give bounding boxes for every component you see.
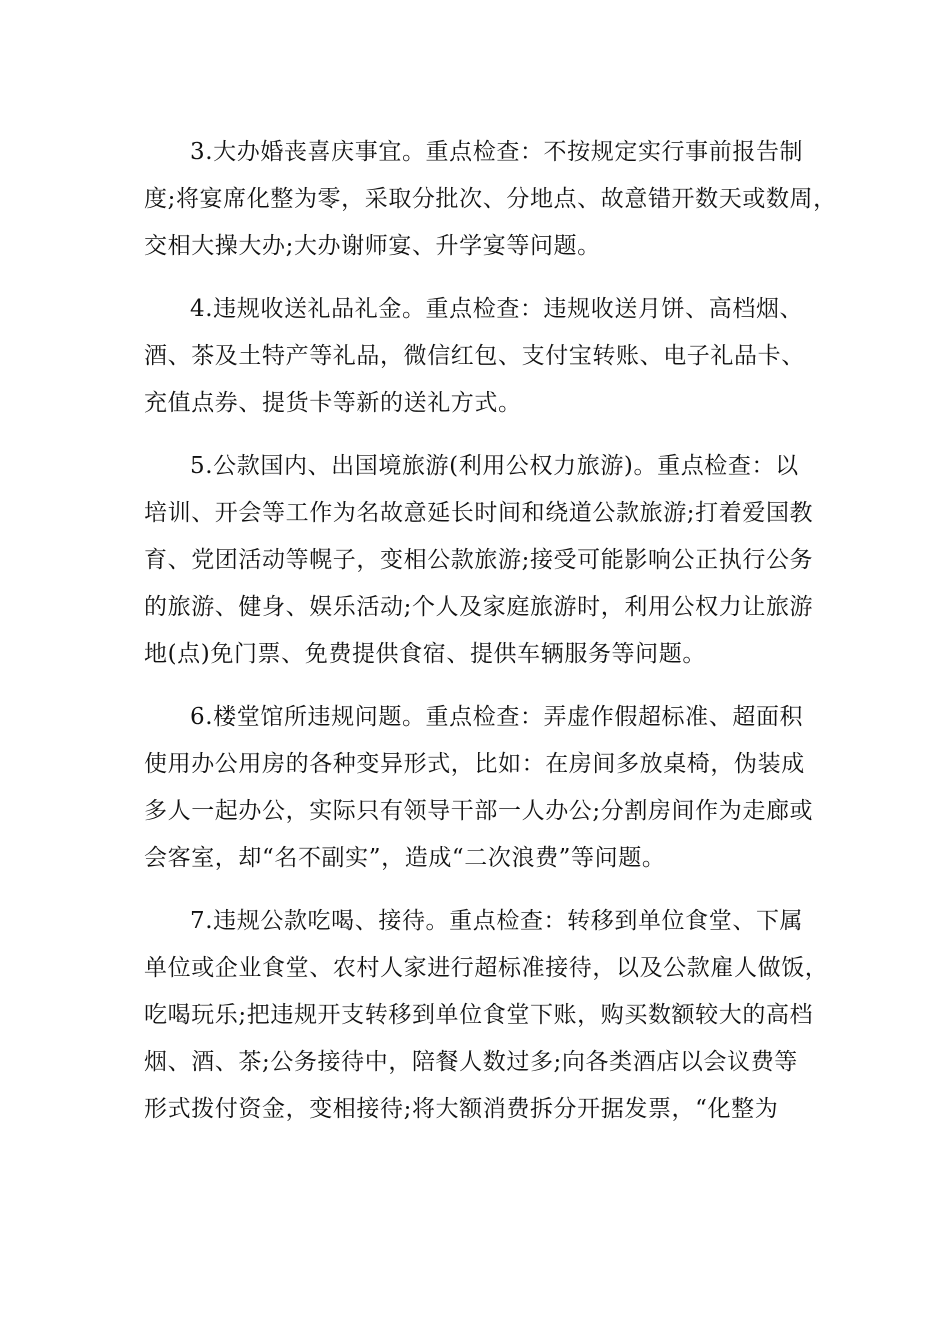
text-line: 度;将宴席化整为零，采取分批次、分地点、故意错开数天或数周， [144, 186, 837, 212]
text-line: 育、党团活动等幌子，变相公款旅游;接受可能影响公正执行公务 [144, 547, 814, 573]
text-line: 4.违规收送礼品礼金。重点检查：违规收送月饼、高档烟、 [190, 296, 804, 322]
text-line: 形式拨付资金，变相接待;将大额消费拆分开据发票，“化整为 [144, 1096, 779, 1122]
text-line: 3.大办婚丧喜庆事宜。重点检查：不按规定实行事前报告制 [190, 139, 804, 165]
paragraph-item-4 [144, 286, 812, 427]
text-line: 使用办公用房的各种变异形式，比如：在房间多放桌椅，伪装成 [144, 751, 805, 777]
text-line: 烟、酒、茶;公务接待中，陪餐人数过多;向各类酒店以会议费等 [144, 1049, 798, 1075]
text-line: 6.楼堂馆所违规问题。重点检查：弄虚作假超标准、超面积 [190, 704, 804, 730]
paragraph-item-7 [144, 898, 829, 1133]
text-line: 地(点)免门票、免费提供食宿、提供车辆服务等问题。 [144, 641, 706, 667]
text-line: 吃喝玩乐;把违规开支转移到单位食堂下账，购买数额较大的高档 [144, 1002, 814, 1028]
text-line: 5.公款国内、出国境旅游(利用公权力旅游)。重点检查：以 [190, 453, 799, 479]
paragraph-item-3 [144, 129, 837, 270]
text-line: 7.违规公款吃喝、接待。重点检查：转移到单位食堂、下属 [190, 908, 804, 934]
document-body [144, 129, 837, 1149]
text-line: 单位或企业食堂、农村人家进行超标准接待，以及公款雇人做饭， [144, 955, 829, 981]
text-line: 酒、茶及土特产等礼品，微信红包、支付宝转账、电子礼品卡、 [144, 343, 805, 369]
text-line: 会客室，却“名不副实”，造成“二次浪费”等问题。 [144, 845, 666, 871]
paragraph-item-5 [144, 443, 812, 678]
text-line: 的旅游、健身、娱乐活动;个人及家庭旅游时，利用公权力让旅游 [144, 594, 814, 620]
paragraph-item-6 [144, 694, 812, 882]
text-line: 培训、开会等工作为名故意延长时间和绕道公款旅游;打着爱国教 [144, 500, 814, 526]
text-line: 交相大操大办;大办谢师宴、升学宴等问题。 [144, 233, 601, 259]
text-line: 充值点券、提货卡等新的送礼方式。 [144, 390, 522, 416]
text-line: 多人一起办公，实际只有领导干部一人办公;分割房间作为走廊或 [144, 798, 814, 824]
